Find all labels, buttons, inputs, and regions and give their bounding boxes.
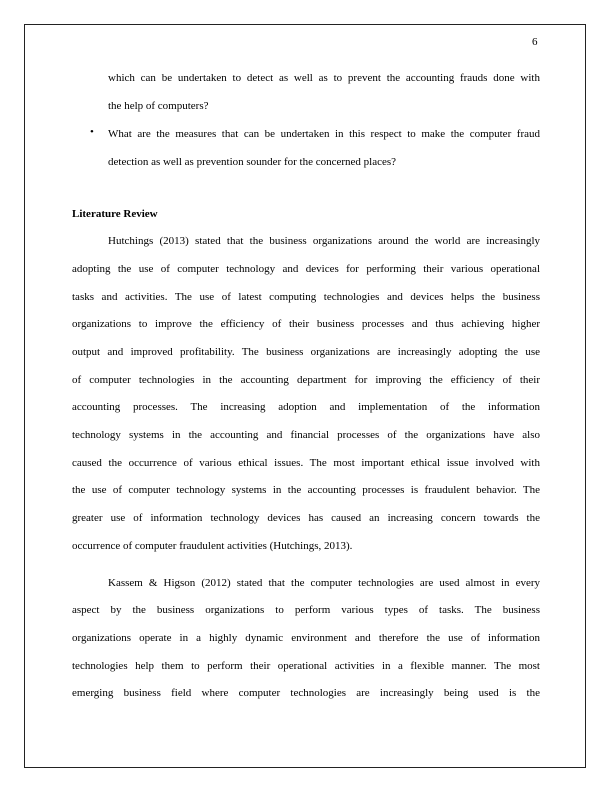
paragraph-line: the use of computer technology systems in the accounting processes is fraudulent behavior. The <box>72 484 540 496</box>
bullet-icon: • <box>90 126 94 138</box>
continuation-line: the help of computers? <box>108 100 209 112</box>
continuation-line: which can be undertaken to detect as well as to prevent the accounting frauds done with <box>108 72 540 84</box>
paragraph-line: tasks and activities. The use of latest computing technologies and devices helps the business <box>72 291 540 303</box>
bullet-text-line: What are the measures that can be undertaken in this respect to make the computer fraud <box>108 128 540 140</box>
paragraph-line: organizations operate in a highly dynamic environment and therefore the use of information <box>72 632 540 644</box>
section-heading: Literature Review <box>72 208 158 220</box>
paragraph-line: adopting the use of computer technology and devices for performing their various operational <box>72 263 540 275</box>
page-number: 6 <box>532 36 538 48</box>
paragraph-line: organizations to improve the efficiency of their business processes and thus achieving higher <box>72 318 540 330</box>
paragraph-line: of computer technologies in the accounting department for improving the efficiency of their <box>72 374 540 386</box>
paragraph-line: Kassem & Higson (2012) stated that the computer technologies are used almost in every <box>108 577 540 589</box>
paragraph-line: emerging business field where computer technologies are increasingly being used is the <box>72 687 540 699</box>
bullet-text-line: detection as well as prevention sounder for the concerned places? <box>108 156 397 168</box>
paragraph-line: technologies help them to perform their operational activities in a flexible manner. The most <box>72 660 540 672</box>
paragraph-line: output and improved profitability. The business organizations are increasingly adopting the use <box>72 346 540 358</box>
paragraph-line: aspect by the business organizations to perform various types of tasks. The business <box>72 604 540 616</box>
paragraph-line: Hutchings (2013) stated that the business organizations around the world are increasingly <box>108 235 540 247</box>
paragraph-line: accounting processes. The increasing adoption and implementation of the information <box>72 401 540 413</box>
paragraph-line: greater use of information technology devices has caused an increasing concern towards the <box>72 512 540 524</box>
paragraph-line: occurrence of computer fraudulent activities (Hutchings, 2013). <box>72 540 353 552</box>
paragraph-line: caused the occurrence of various ethical issues. The most important ethical issue involved with <box>72 457 540 469</box>
paragraph-line: technology systems in the accounting and financial processes of the organizations have also <box>72 429 540 441</box>
